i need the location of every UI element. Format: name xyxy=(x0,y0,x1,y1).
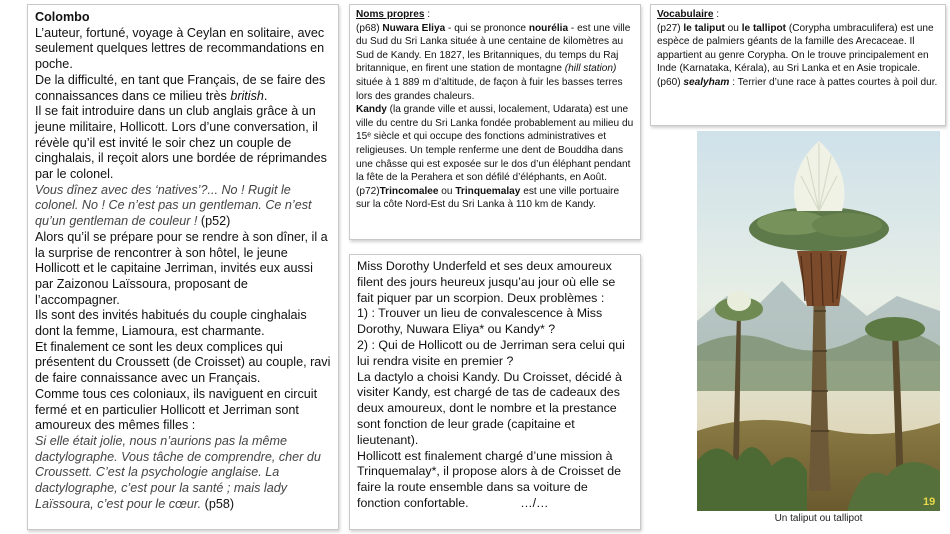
vocab-sealyham: (p60) sealyham : Terrier d’une race à pattes courtes à poil dur. xyxy=(657,76,938,88)
colombo-paragraph-6: Et finalement ce sont les deux complices qui présentent du Croussett (de Croisset) au couple, ravi de faire connaissance avec un Français. xyxy=(35,339,331,386)
continued-mark: …/… xyxy=(520,495,549,510)
colombo-quote-1: Vous dînez avec des ‘natives’?... No ! Rugit le colonel. No ! Ce n’est pas un gentleman. Ce n’est qu’un gentleman de couleur ! (p52) xyxy=(35,182,312,229)
british-word: british xyxy=(230,88,264,103)
vocab-taliput: (p27) le taliput ou le tallipot (Corypha umbraculifera) est une espèce de palmiers géants de la famille des Arecaceae. Il appartient au genre Corypha. On le trouve principalement en Inde (Karnataka, Kérala), au Sri Lanka et en Asie tropicale. xyxy=(657,22,934,75)
colombo-paragraph-1: L’auteur, fortuné, voyage à Ceylan en solitaire, avec seulement quelques lettres de recommandations en poche. xyxy=(35,25,325,72)
quote-1-page-ref: (p52) xyxy=(197,214,231,229)
colombo-title: Colombo xyxy=(35,10,90,24)
entry-trincomalee: (p72)Trincomalee ou Trinquemalay est une ville portuaire sur la côte Nord-Est du Sri Lanka à 110 km de Kandy. xyxy=(356,185,620,211)
proper-names-heading: Noms propres : xyxy=(356,9,431,20)
colombo-paragraph-2: De la difficulté, en tant que Français, de se faire des connaissances dans ce milieu très british. xyxy=(35,72,326,103)
story-line-4: La dactylo a choisi Kandy. Du Croisset, décidé à visiter Kandy, est chargé de tas de cadeaux des deux amoureux, dont le nombre et la prestance sont fonction de leur grade (capitaine et lieutenant). xyxy=(357,369,622,447)
story-line-3: 2) : Qui de Hollicott ou de Jerriman sera celui qui lui rendra visite en premier ? xyxy=(357,337,625,368)
proper-names-panel xyxy=(349,4,641,240)
colombo-paragraph-4: Alors qu’il se prépare pour se rendre à son dîner, il a la surprise de rencontrer à son hôtel, le jeune Hollicott et le capitaine Jerriman, invités eux aussi par Zaizonou Laïssoura, proposant de l’accompagner. xyxy=(35,229,328,307)
taliput-illustration xyxy=(697,131,940,511)
entry-kandy: Kandy (la grande ville et aussi, localement, Udarata) est une ville du centre du Sri Lanka fondée probablement au milieu du 15ᵉ siècle et qui occupe des fonctions administratives et religieuses. Un temple renferme une dent de Bouddha dans une châsse qui est exposée sur le dos d’un éléphant pendant la fête de la Perahera et son défilé d’éléphants, en Août. xyxy=(356,104,634,184)
colombo-paragraph-5: Ils sont des invités habitués du couple cinghalais dont la femme, Liamoura, est charmante. xyxy=(35,308,307,339)
colombo-panel xyxy=(27,4,339,530)
story-panel xyxy=(349,254,641,530)
plate-number: 19 xyxy=(923,496,936,508)
entry-nuwara-eliya: (p68) Nuwara Eliya - qui se prononce nourélia - est une ville du Sud du Sri Lanka située à une centaine de kilomètres au Sud de Kandy. En 1827, les Britanniques, du temps du Raj britannique, en firent une station de montagne (hill station) située à 1 889 m d’altitude, de façon à fuir les basses terres lors des grandes chaleurs. xyxy=(356,22,631,102)
story-line-2: 1) : Trouver un lieu de convalescence à Miss Dorothy, Nuwara Eliya* ou Kandy* ? xyxy=(357,306,603,337)
right-palm-crown xyxy=(865,317,925,341)
quote-2-page-ref: (p58) xyxy=(201,496,235,511)
vocabulary-panel xyxy=(650,4,946,126)
colombo-paragraph-3: Il se fait introduire dans un club anglais grâce à un jeune militaire, Hollicott. Lors d’une conversation, il révèle qu’il est invité le soir chez un couple de cinghalais, il reçoit alors une bordée de réprimandes par le colonel. xyxy=(35,104,327,182)
illustration-caption: Un taliput ou tallipot xyxy=(774,513,863,524)
colombo-quote-2: Si elle était jolie, nous n’aurions pas la même dactylographe. Vous tâche de comprendre, cher du Croussett. C’est la psychologie anglaise. La dactylographe, c’est pour la santé ; mais lady Laïssoura, c’est pour le cœur. (p58) xyxy=(35,433,321,511)
vocabulary-heading: Vocabulaire : xyxy=(657,9,720,20)
story-line-5: Hollicott est finalement chargé d’une mission à Trinquemalay*, il propose alors à de Croisset de faire la route ensemble dans sa voiture de fonction confortable. …/… xyxy=(357,448,622,510)
colombo-paragraph-7: Comme tous ces coloniaux, ils naviguent en circuit fermé et en particulier Hollicott et Jerriman sont amoureux des mêmes filles : xyxy=(35,386,318,433)
story-line-1: Miss Dorothy Underfeld et ses deux amoureux filent des jours heureux jusqu’au jour où elle se fait piquer par un scorpion. Deux problèmes : xyxy=(357,259,616,305)
